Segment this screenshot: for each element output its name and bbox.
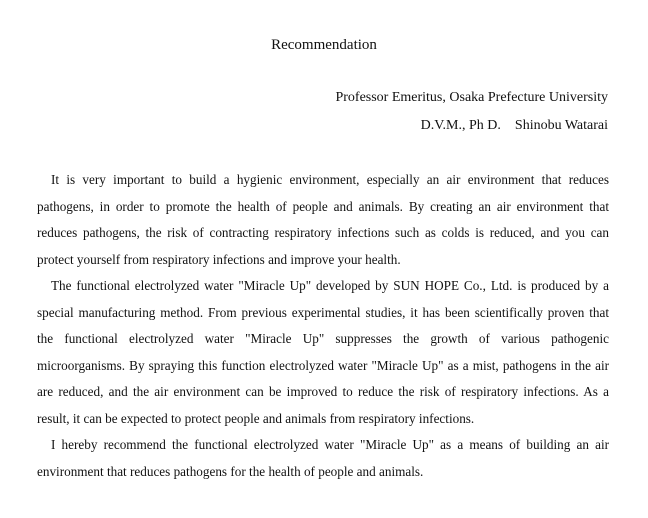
body-paragraph-1: It is very important to build a hygienic environment, especially an air environment that reduces pathogens, in order to promote the health of people and animals. By creating an air environment that reduces pathogens, the risk of contracting respiratory infections such as colds is reduced, and you can protect yourself from respiratory infections and improve your health. [37, 172, 609, 267]
body-paragraph-2: The functional electrolyzed water "Miracle Up" developed by SUN HOPE Co., Ltd. is produced by a special manufacturing method. From previous experimental studies, it has been scientifically proven that the functional electrolyzed water "Miracle Up" suppresses the growth of various pathogenic microorganisms. By spraying this function electrolyzed water "Miracle Up" as a mist, pathogens in the air are reduced, and the air environment can be improved to reduce the risk of respiratory infections. As a result, it can be expected to protect people and animals from respiratory infections. [37, 278, 609, 426]
author-credentials-name: D.V.M., Ph D. Shinobu Watarai [420, 118, 608, 133]
author-affiliation: Professor Emeritus, Osaka Prefecture University [335, 90, 608, 105]
document-body [37, 167, 609, 485]
body-paragraph-3: I hereby recommend the functional electrolyzed water "Miracle Up" as a means of building an air environment that reduces pathogens for the health of people and animals. [37, 437, 609, 479]
document-title: Recommendation [271, 37, 377, 53]
